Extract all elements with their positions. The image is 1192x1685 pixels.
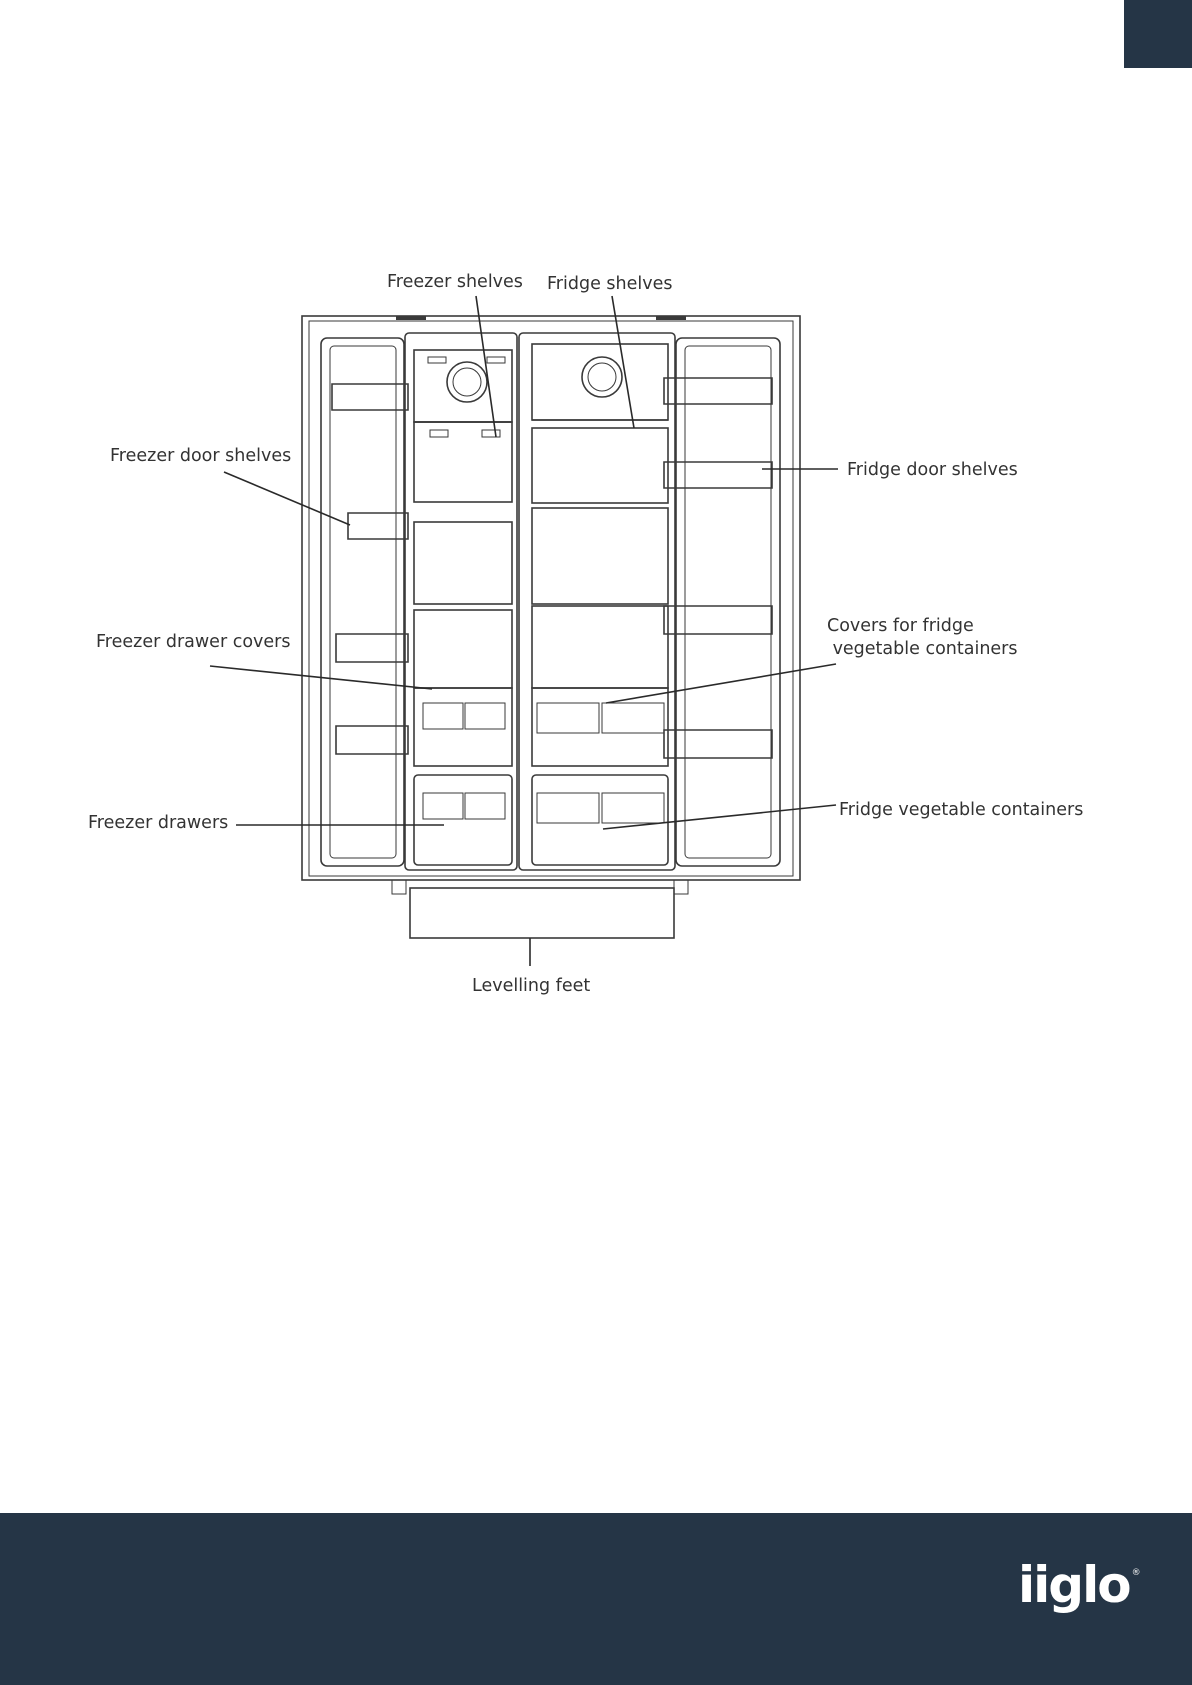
- cabinet-outline: [302, 316, 800, 880]
- footer-bar: [0, 1513, 1192, 1685]
- base-feet: [392, 880, 688, 938]
- fridge-compartment: [519, 333, 675, 870]
- brand-wordmark: iiglo: [1018, 1556, 1130, 1614]
- callout-freezer-shelves: Freezer shelves: [387, 272, 523, 292]
- callout-covers-fridge-vegetable-containers: Covers for fridge vegetable containers: [827, 616, 1018, 659]
- callout-freezer-drawer-covers: Freezer drawer covers: [96, 632, 291, 652]
- freezer-door: [321, 338, 408, 866]
- registered-mark: ®: [1131, 1568, 1141, 1578]
- callout-fridge-door-shelves: Fridge door shelves: [847, 460, 1018, 480]
- brand-logo: [1018, 1556, 1148, 1620]
- callout-fridge-vegetable-containers: Fridge vegetable containers: [839, 800, 1084, 820]
- fridge-door: [664, 338, 780, 866]
- callout-fridge-shelves: Fridge shelves: [547, 274, 673, 294]
- callout-freezer-drawers: Freezer drawers: [88, 813, 229, 833]
- freezer-compartment: [405, 333, 517, 870]
- callout-levelling-feet: Levelling feet: [472, 976, 591, 996]
- callout-freezer-door-shelves: Freezer door shelves: [110, 446, 292, 466]
